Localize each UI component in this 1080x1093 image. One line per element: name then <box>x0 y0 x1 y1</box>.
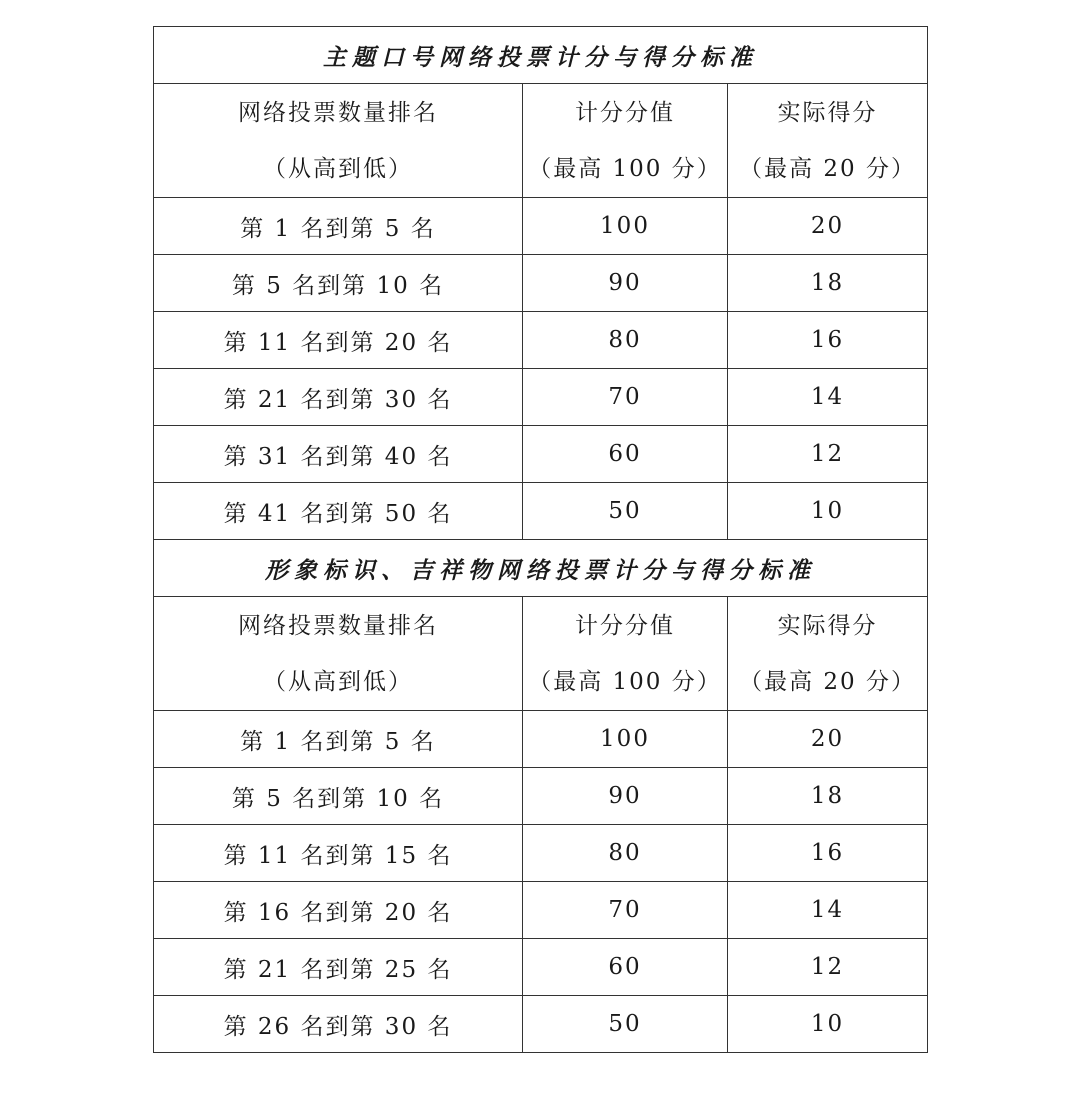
rank-cell: 第 41 名到第 50 名 <box>154 483 523 540</box>
table-row <box>154 768 928 825</box>
table2-header-points <box>523 597 728 711</box>
rank-cell: 第 5 名到第 10 名 <box>154 768 523 825</box>
header-line: （最高 100 分） <box>528 668 722 695</box>
score-cell: 16 <box>728 825 928 882</box>
score-cell: 10 <box>728 483 928 540</box>
table1-header-rank <box>154 84 523 198</box>
header-line: （最高 20 分） <box>739 668 916 695</box>
score-cell: 14 <box>728 369 928 426</box>
rank-cell: 第 16 名到第 20 名 <box>154 882 523 939</box>
table2-title <box>154 540 928 597</box>
table-row <box>154 996 928 1053</box>
score-cell: 20 <box>728 711 928 768</box>
rank-cell: 第 1 名到第 5 名 <box>154 711 523 768</box>
rank-cell: 第 21 名到第 30 名 <box>154 369 523 426</box>
table2-title-row <box>154 540 928 597</box>
points-cell: 90 <box>523 768 728 825</box>
score-cell: 12 <box>728 939 928 996</box>
points-cell: 60 <box>523 939 728 996</box>
header-line: （从高到低） <box>263 155 413 182</box>
score-cell: 20 <box>728 198 928 255</box>
table2-header-row <box>154 597 928 711</box>
table-row <box>154 939 928 996</box>
rank-cell: 第 5 名到第 10 名 <box>154 255 523 312</box>
header-line: （从高到低） <box>263 668 413 695</box>
table-row <box>154 255 928 312</box>
score-cell: 16 <box>728 312 928 369</box>
score-cell: 14 <box>728 882 928 939</box>
rank-cell: 第 1 名到第 5 名 <box>154 198 523 255</box>
table1-header-score <box>728 84 928 198</box>
rank-cell: 第 21 名到第 25 名 <box>154 939 523 996</box>
header-line: （最高 20 分） <box>739 155 916 182</box>
header-line: 网络投票数量排名 <box>238 99 438 126</box>
header-line: 实际得分 <box>777 99 878 126</box>
points-cell: 100 <box>523 198 728 255</box>
table1-title-row <box>154 27 928 84</box>
table-row <box>154 483 928 540</box>
score-cell: 18 <box>728 255 928 312</box>
table-row <box>154 198 928 255</box>
table-row <box>154 825 928 882</box>
points-cell: 80 <box>523 825 728 882</box>
points-cell: 90 <box>523 255 728 312</box>
score-cell: 10 <box>728 996 928 1053</box>
header-line: （最高 100 分） <box>528 155 722 182</box>
table1-header-points <box>523 84 728 198</box>
table-row <box>154 882 928 939</box>
table-row <box>154 426 928 483</box>
points-cell: 60 <box>523 426 728 483</box>
table-row <box>154 711 928 768</box>
points-cell: 70 <box>523 882 728 939</box>
rank-cell: 第 11 名到第 20 名 <box>154 312 523 369</box>
points-cell: 80 <box>523 312 728 369</box>
header-line: 计分分值 <box>575 99 675 126</box>
rank-cell: 第 26 名到第 30 名 <box>154 996 523 1053</box>
table2-header-score <box>728 597 928 711</box>
score-cell: 12 <box>728 426 928 483</box>
table2-header-rank <box>154 597 523 711</box>
rank-cell: 第 31 名到第 40 名 <box>154 426 523 483</box>
points-cell: 50 <box>523 483 728 540</box>
points-cell: 70 <box>523 369 728 426</box>
header-line: 网络投票数量排名 <box>238 612 438 639</box>
scoring-standards-table <box>153 26 928 1053</box>
header-line: 实际得分 <box>777 612 878 639</box>
rank-cell: 第 11 名到第 15 名 <box>154 825 523 882</box>
table-row <box>154 369 928 426</box>
points-cell: 100 <box>523 711 728 768</box>
score-cell: 18 <box>728 768 928 825</box>
table1-header-row <box>154 84 928 198</box>
table1-title-text: 主题口号网络投票计分与得分标准 <box>323 43 758 71</box>
table-row <box>154 312 928 369</box>
table1-title <box>154 27 928 84</box>
table2-title-text: 形象标识、吉祥物网络投票计分与得分标准 <box>265 556 816 584</box>
header-line: 计分分值 <box>575 612 675 639</box>
points-cell: 50 <box>523 996 728 1053</box>
